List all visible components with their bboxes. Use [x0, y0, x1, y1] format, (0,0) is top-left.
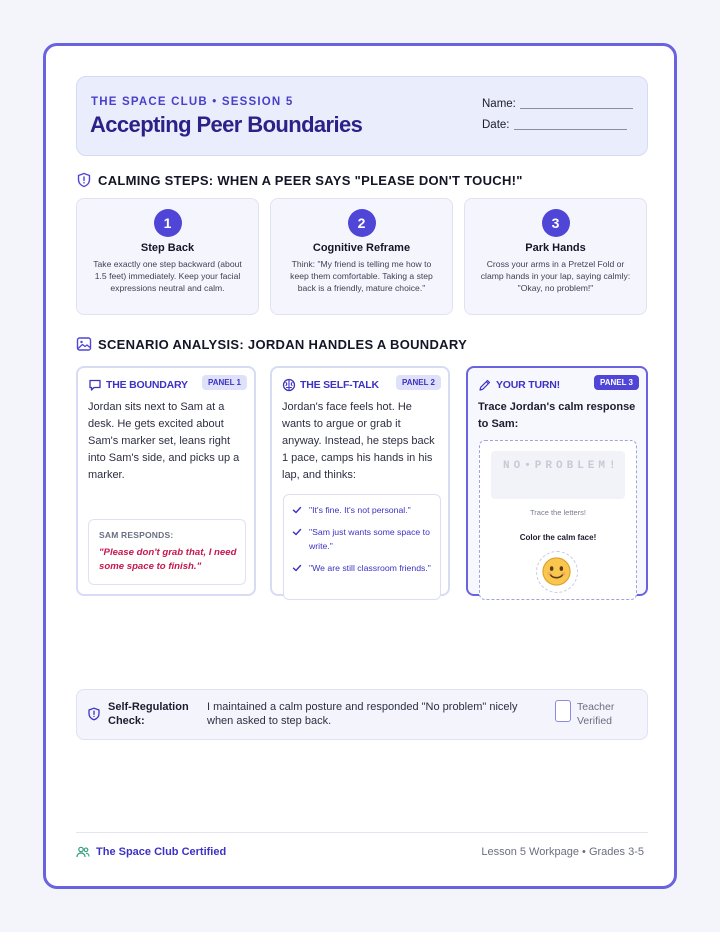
check-text: I maintained a calm posture and responded "No problem" nicely when asked to step back.: [207, 701, 518, 727]
footer-certified: [76, 845, 226, 859]
panel-header: [478, 378, 560, 392]
list-item: [292, 561, 431, 575]
panel-badge: PANEL 2: [396, 375, 441, 390]
thought-text: "It's fine. It's not personal.": [309, 505, 411, 515]
date-field[interactable]: [482, 119, 627, 131]
step-description: Think: "My friend is telling me how to keep them comfortable. Taking a step back is a friendly, mature choice.": [290, 259, 433, 293]
step-number: 1: [154, 209, 182, 237]
worksheet-header: [76, 76, 648, 156]
panel-title: THE SELF-TALK: [300, 379, 379, 391]
page-title: Accepting Peer Boundaries: [90, 112, 363, 137]
image-icon: [76, 336, 92, 352]
step-description: Take exactly one step backward (about 1.5 feet) immediately. Keep your facial expressions neutral and calm.: [93, 259, 242, 293]
list-item: [292, 525, 440, 553]
calm-face-coloring[interactable]: [536, 551, 578, 593]
color-caption: Color the calm face!: [519, 533, 597, 542]
scenario-title: SCENARIO ANALYSIS: JORDAN HANDLES A BOUNDARY: [98, 336, 468, 352]
sam-responds-box: [88, 519, 246, 585]
self-regulation-check: [76, 689, 648, 740]
check-icon: [292, 505, 302, 515]
panel-badge: PANEL 1: [202, 375, 247, 390]
trace-letters[interactable]: NO•PROBLEM!: [491, 451, 625, 499]
step-number: 2: [348, 209, 376, 237]
thoughts-list: [283, 494, 441, 600]
step-title: Cognitive Reframe: [312, 242, 411, 254]
step-card-3: [464, 198, 647, 315]
panel-body: Jordan sits next to Sam at a desk. He gets excited about Sam's marker set, leans right into Sam's side, and picks up a marker.: [88, 401, 240, 481]
step-description: Cross your arms in a Pretzel Fold or clamp hands in your lap, saying calmly: "Okay, no problem!": [480, 259, 631, 293]
footer-left-text: The Space Club Certified: [96, 846, 227, 858]
responds-quote: "Please don't grab that, I need some space to finish.": [99, 547, 237, 572]
step-number: 3: [542, 209, 570, 237]
worksheet-page: [43, 43, 677, 889]
panel-body: Jordan's face feels hot. He wants to argue or grab it anyway. Instead, he steps back 1 pace, camps his hands in his lap, and thinks:: [282, 401, 435, 481]
panel-header: [88, 378, 188, 392]
check-icon: [292, 527, 302, 537]
name-label: Name:: [482, 98, 516, 110]
check-label: Self-Regulation Check:: [108, 701, 189, 727]
panel-header: [282, 378, 379, 392]
brain-icon: [282, 378, 296, 392]
step-title: Park Hands: [525, 242, 586, 254]
footer-divider: [76, 832, 648, 833]
session-kicker: THE SPACE CLUB • SESSION 5: [91, 96, 294, 108]
responds-label: SAM RESPONDS:: [99, 530, 174, 540]
step-card-1: [76, 198, 259, 315]
thought-text: "Sam just wants some space to write.": [309, 527, 430, 551]
scenario-heading: [76, 336, 467, 352]
date-line[interactable]: [514, 129, 627, 130]
calming-steps-heading: [76, 172, 523, 188]
users-icon: [76, 845, 90, 859]
panel-boundary: [76, 366, 256, 596]
pencil-icon: [478, 378, 492, 392]
teacher-verified-checkbox[interactable]: [555, 700, 571, 722]
name-field[interactable]: [482, 98, 633, 110]
shield-icon: [76, 172, 92, 188]
step-card-2: [270, 198, 453, 315]
check-icon: [292, 563, 302, 573]
panel-your-turn: [466, 366, 648, 596]
name-line[interactable]: [520, 108, 633, 109]
trace-activity-box[interactable]: [479, 440, 637, 600]
panel-title: YOUR TURN!: [496, 379, 560, 391]
step-title: Step Back: [140, 242, 195, 254]
shield-check-icon: [87, 707, 101, 721]
footer-lesson-info: Lesson 5 Workpage • Grades 3-5: [481, 846, 644, 858]
calming-steps-title: CALMING STEPS: WHEN A PEER SAYS "PLEASE DON'T TOUCH!": [98, 172, 523, 188]
teacher-verified-label: Teacher Verified: [577, 701, 615, 727]
chat-bubble-icon: [88, 378, 102, 392]
panel-self-talk: [270, 366, 450, 596]
list-item: [292, 503, 411, 517]
trace-caption: Trace the letters!: [530, 508, 586, 517]
thought-text: "We are still classroom friends.": [309, 563, 431, 573]
panel-badge: PANEL 3: [594, 375, 639, 390]
date-label: Date:: [482, 119, 510, 131]
panel-title: THE BOUNDARY: [106, 379, 188, 391]
panel-body: Trace Jordan's calm response to Sam:: [478, 401, 636, 430]
